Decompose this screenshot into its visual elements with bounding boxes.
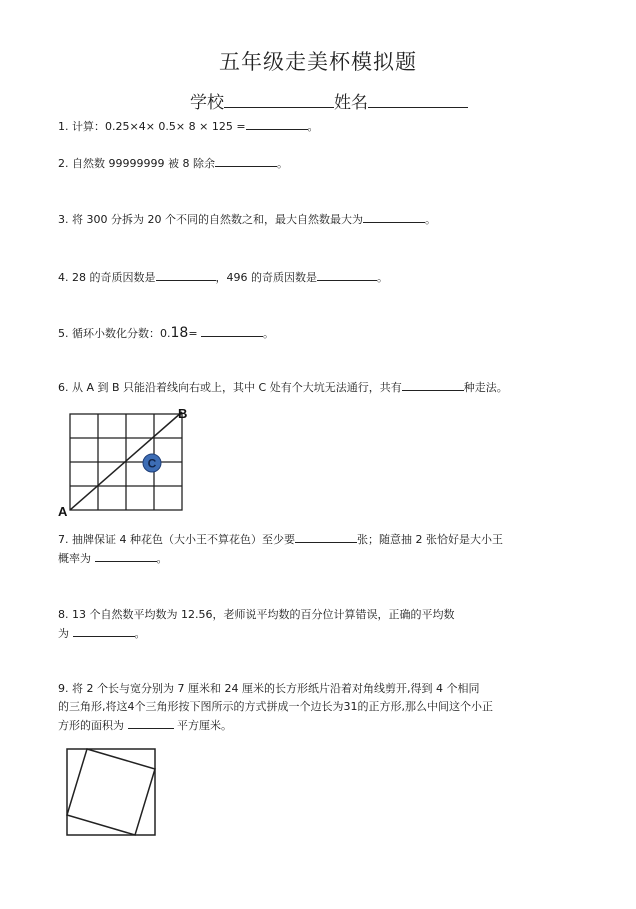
question-9-text-cont: 的三角形,将这4个三角形按下图所示的方式拼成一个边长为31的正方形,那么中间这个小正	[58, 700, 493, 713]
question-5-text: 5. 循环小数化分数：0.	[58, 327, 171, 340]
question-9	[58, 680, 493, 735]
answer-blank-2[interactable]	[215, 154, 277, 167]
student-info-line	[190, 88, 468, 113]
outer-square	[67, 749, 155, 835]
question-4-end: 。	[377, 271, 388, 284]
answer-blank-9[interactable]	[128, 716, 174, 729]
question-9-line3: 方形的面积为	[58, 719, 128, 732]
question-4	[58, 268, 388, 287]
square-figure	[64, 746, 160, 838]
question-7-text-cont: 张；随意抽 2 张恰好是大小王	[356, 533, 503, 546]
question-7-line2: 概率为	[58, 552, 95, 565]
question-6	[58, 378, 508, 397]
question-3-text: 3. 将 300 分拆为 20 个不同的自然数之和，最大自然数最大为	[58, 213, 363, 226]
question-7-text: 7. 抽牌保证 4 种花色（大小王不算花色）至少要	[58, 533, 295, 546]
question-9-end: 平方厘米。	[173, 719, 232, 732]
answer-blank-5[interactable]	[201, 324, 263, 337]
answer-blank-8[interactable]	[73, 624, 135, 637]
question-7-end: 。	[156, 552, 168, 565]
equals-sign: =	[188, 327, 202, 340]
answer-blank-4a[interactable]	[156, 268, 216, 281]
question-5-end: 。	[263, 327, 275, 340]
question-8-end: 。	[134, 627, 146, 640]
question-8-line2: 为	[58, 627, 73, 640]
repeating-digits: 18	[170, 325, 189, 341]
question-9-text: 9. 将 2 个长与宽分别为 7 厘米和 24 厘米的长方形纸片沿着对角线剪开,得到 4 个相同	[58, 682, 480, 695]
question-8	[58, 606, 454, 643]
question-1-end: 。	[307, 120, 319, 133]
question-5	[58, 324, 274, 343]
question-2	[58, 154, 288, 173]
question-1	[58, 117, 319, 136]
answer-blank-1[interactable]	[246, 117, 308, 130]
question-2-end: 。	[276, 157, 288, 170]
name-label: 姓名	[334, 93, 368, 113]
question-8-text: 8. 13 个自然数平均数为 12.56，老师说平均数的百分位计算错误，正确的平均数	[58, 608, 455, 621]
label-c: C	[147, 456, 157, 471]
path-grid-figure	[56, 404, 206, 520]
question-3	[58, 210, 436, 229]
school-blank[interactable]	[224, 95, 334, 108]
school-label: 学校	[190, 93, 224, 113]
question-7	[58, 530, 503, 568]
question-1-text: 1. 计算：0.25×4× 0.5× 8 × 125 =	[58, 120, 246, 133]
question-6-text: 6. 从 A 到 B 只能沿着线向右或上，其中 C 处有个大坑无法通行，共有	[58, 381, 402, 394]
question-2-text: 2. 自然数 99999999 被 8 除余	[58, 157, 215, 170]
label-b: B	[178, 406, 188, 421]
answer-blank-3[interactable]	[363, 210, 425, 223]
answer-blank-6[interactable]	[402, 378, 464, 391]
answer-blank-7a[interactable]	[295, 530, 357, 543]
page-title: 五年级走美杯模拟题	[219, 50, 417, 74]
rotated-square	[67, 749, 155, 835]
answer-blank-7b[interactable]	[95, 549, 157, 562]
question-6-end: 种走法。	[463, 381, 508, 394]
answer-blank-4b[interactable]	[317, 268, 377, 281]
question-3-end: 。	[424, 213, 436, 226]
label-a: A	[58, 504, 68, 519]
name-blank[interactable]	[368, 95, 468, 108]
question-4-mid: ，496 的奇质因数是	[215, 271, 317, 284]
question-4-text: 4. 28 的奇质因数是	[58, 271, 156, 284]
